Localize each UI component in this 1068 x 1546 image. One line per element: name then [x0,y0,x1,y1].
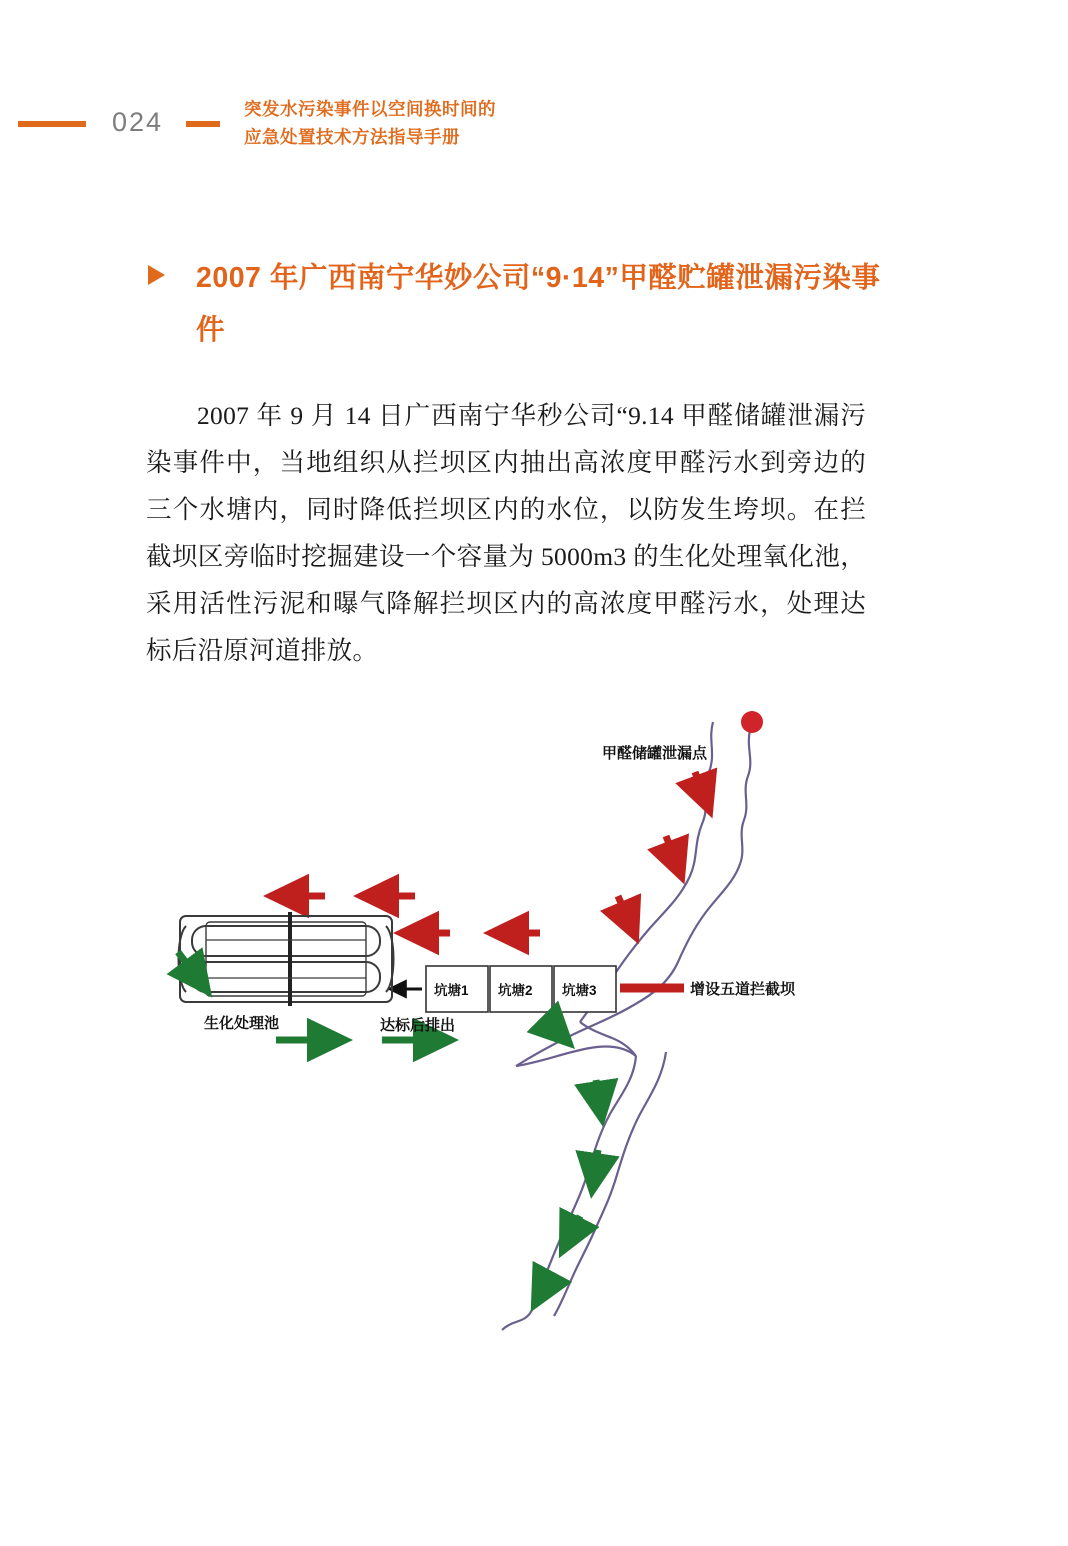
page-header [0,95,1068,165]
running-header-line2: 应急处置技术方法指导手册 [244,127,460,147]
dam-label: 增设五道拦截坝 [690,981,796,998]
triangle-right-icon [148,265,165,285]
case-diagram-figure [150,700,950,1340]
treatment-pool-schematic [179,912,394,1006]
treatment-pool-label: 生化处理池 [204,1015,280,1032]
leak-point-marker [741,711,763,733]
section-heading [148,252,908,356]
river-path [502,722,750,1330]
header-rule-left [18,121,86,127]
pond-1-label: 坑塘1 [434,983,469,998]
dam-marker [620,980,796,998]
pond-boxes [426,966,616,1012]
red-transfer-arrows [270,896,540,933]
running-header-line1: 突发水污染事件以空间换时间的 [244,99,496,119]
page-number: 024 [112,107,164,137]
pond-2-label: 坑塘2 [498,983,533,998]
pond-3-label: 坑塘3 [562,983,597,998]
header-rule-tick [186,121,220,127]
section-heading-text: 2007 年广西南宁华妙公司“9·14”甲醛贮罐泄漏污染事件 [196,262,881,346]
leak-point-label: 甲醛储罐泄漏点 [602,745,708,762]
discharge-label: 达标后排出 [380,1017,456,1034]
body-paragraph: 2007 年 9 月 14 日广西南宁华秒公司“9.14 甲醛储罐泄漏污染事件中，当地组织从拦坝区内抽出高浓度甲醛污水到旁边的三个水塘内，同时降低拦坝区内的水位，以防发生垮坝。在拦截坝区旁临时挖掘建设一个容量为 5000m3 的生化处理氧化池，采用活性污泥和曝气降解拦坝区内的高浓度甲醛污水，处理达标后沿原河道排放。 [146,400,866,665]
running-header-title [244,95,764,151]
